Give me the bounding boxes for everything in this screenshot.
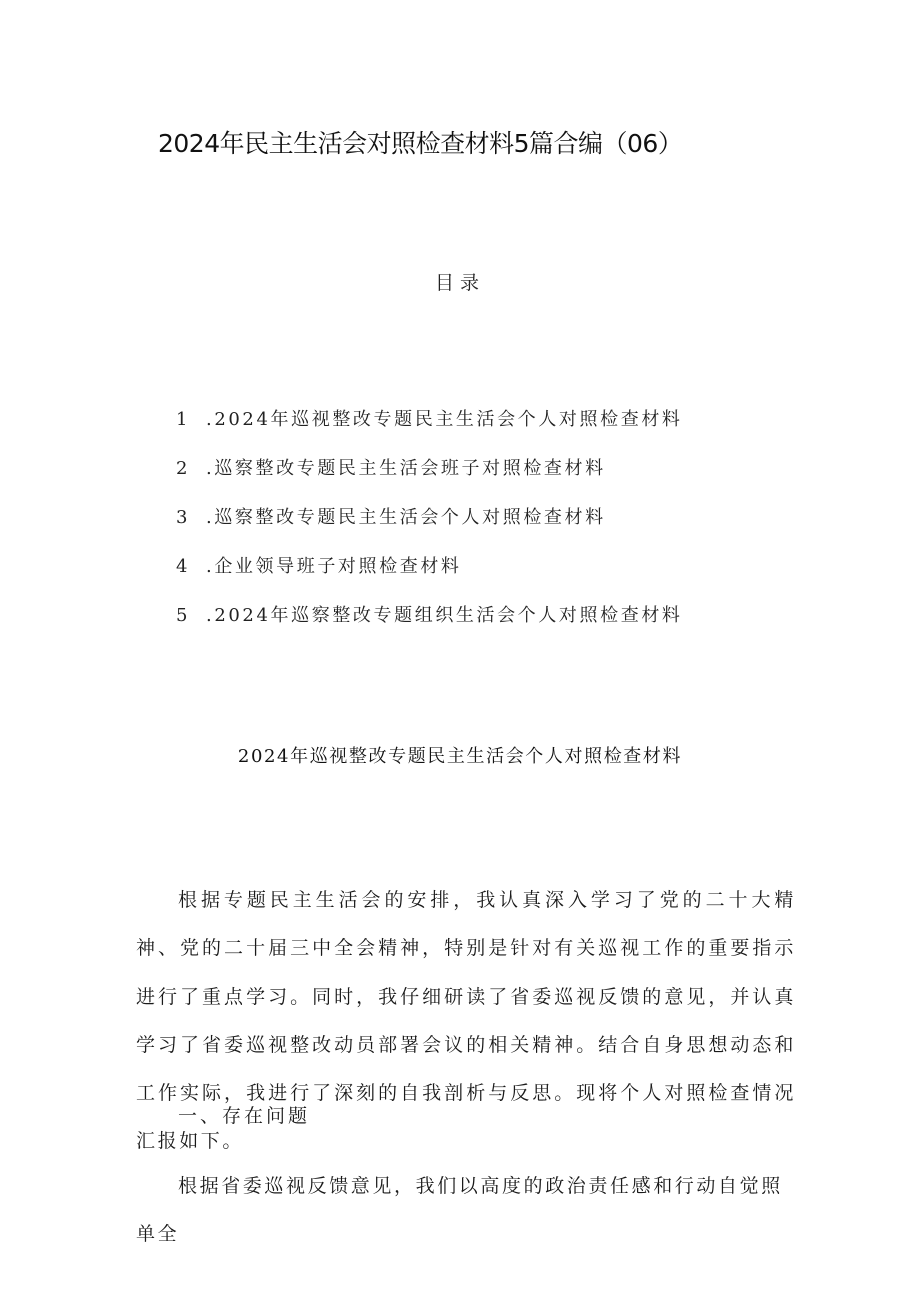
toc-item-label: .2024年巡察整改专题组织生活会个人对照检查材料	[206, 605, 683, 626]
document-title: 2024年民主生活会对照检查材料5篇合编（06）	[158, 129, 683, 158]
toc-item-label: .巡察整改专题民主生活会个人对照检查材料	[206, 507, 606, 528]
toc-heading: 目录	[434, 272, 485, 294]
toc-item-number: 1	[176, 409, 191, 430]
body-text	[136, 1162, 796, 1259]
toc-item	[176, 600, 683, 649]
toc-item	[176, 453, 683, 502]
toc-item-number: 4	[176, 556, 191, 577]
paragraph: 根据专题民主生活会的安排，我认真深入学习了党的二十大精神、党的二十届三中全会精神，特别是针对有关巡视工作的重要指示进行了重点学习。同时，我仔细研读了省委巡视反馈的意见，并认真学习了省委巡视整改动员部署会议的相关精神。结合自身思想动态和工作实际，我进行了深刻的自我剖析与反思。现将个人对照检查情况汇报如下。	[136, 889, 796, 1153]
toc-item-label: .2024年巡视整改专题民主生活会个人对照检查材料	[206, 409, 683, 430]
toc-item	[176, 551, 683, 600]
toc-item-label: .企业领导班子对照检查材料	[206, 556, 462, 577]
toc-item	[176, 502, 683, 551]
toc-item-number: 2	[176, 458, 191, 479]
toc-item-number: 3	[176, 507, 191, 528]
toc-item	[176, 404, 683, 453]
section-title: 2024年巡视整改专题民主生活会个人对照检查材料	[237, 746, 683, 767]
toc-item-label: .巡察整改专题民主生活会班子对照检查材料	[206, 458, 606, 479]
toc-item-number: 5	[176, 605, 191, 626]
table-of-contents	[176, 404, 683, 649]
section-heading: 一、存在问题	[178, 1105, 311, 1127]
paragraph: 根据省委巡视反馈意见，我们以高度的政治责任感和行动自觉照单全	[136, 1175, 783, 1246]
